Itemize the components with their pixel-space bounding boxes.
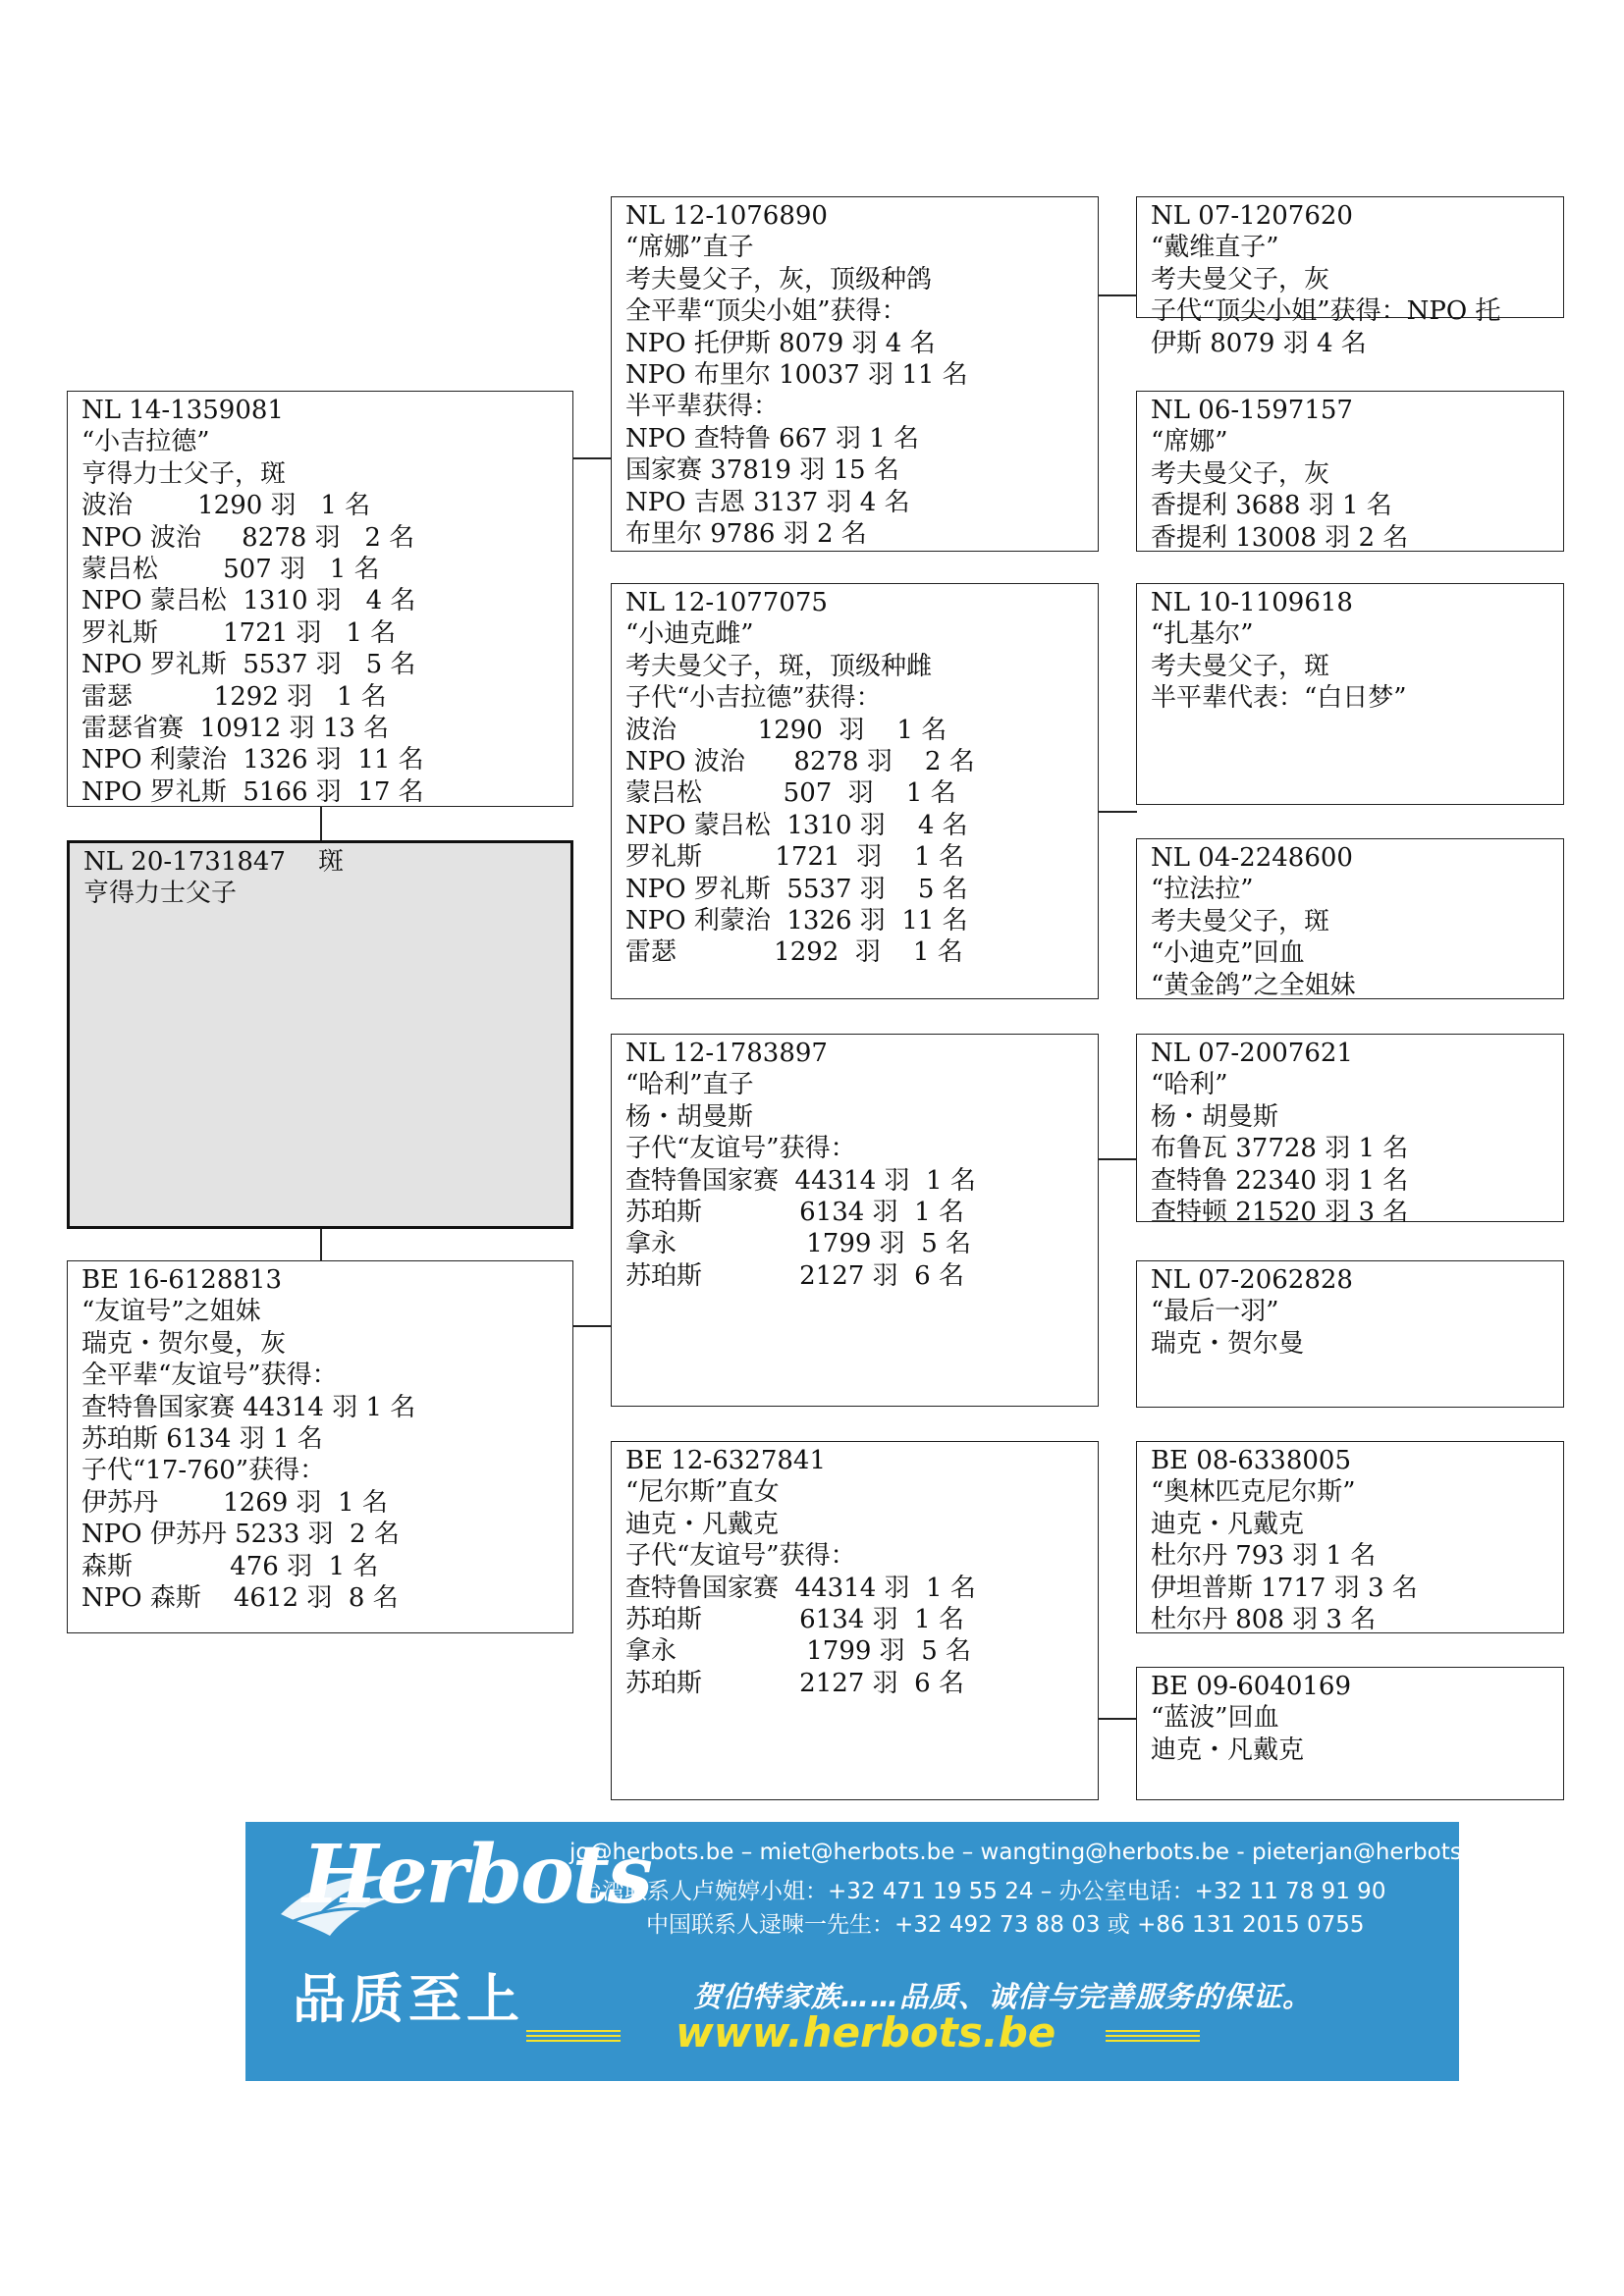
pedigree-dam-sire-box	[611, 1034, 1099, 1407]
connector-line	[1098, 1158, 1137, 1160]
pedigree-line: NPO 波治 8278 羽 2 名	[81, 522, 415, 553]
pedigree-line: 苏珀斯 6134 羽 1 名	[81, 1424, 323, 1455]
pedigree-line: NPO 罗礼斯 5537 羽 5 名	[81, 650, 416, 680]
pedigree-line: NPO 利蒙治 1326 羽 11 名	[81, 745, 424, 775]
pedigree-line: 布鲁瓦 37728 羽 1 名	[1151, 1134, 1409, 1164]
pedigree-line: 全平辈“友谊号”获得：	[81, 1361, 338, 1391]
pedigree-line: NPO 森斯 4612 羽 8 名	[81, 1583, 399, 1614]
pedigree-line: 子代“顶尖小姐”获得：NPO 托	[1151, 296, 1501, 327]
pedigree-line: 蒙吕松 507 羽 1 名	[81, 555, 380, 585]
pedigree-line: 波治 1290 羽 1 名	[625, 715, 947, 745]
pedigree-line: 拿永 1799 羽 5 名	[625, 1229, 972, 1259]
pedigree-line: 雷瑟省赛 10912 羽 13 名	[81, 714, 390, 744]
pedigree-line: 瑞克・贺尔曼	[1151, 1328, 1305, 1359]
pedigree-line: 国家赛 37819 羽 15 名	[625, 455, 899, 486]
slogan: 品质至上	[293, 1968, 524, 2030]
pedigree-line: 波治 1290 羽 1 名	[81, 491, 371, 521]
pedigree-great-grandparent-box	[1136, 1260, 1564, 1408]
pedigree-line: 考夫曼父子，斑	[1151, 651, 1330, 681]
pedigree-line: “奥林匹克尼尔斯”	[1151, 1477, 1356, 1508]
logo-text: Herbots	[302, 1828, 651, 1922]
connector-line	[1098, 294, 1137, 296]
ring-number: NL 07-1207620	[1151, 201, 1353, 231]
connector-line	[1098, 1718, 1137, 1720]
pedigree-line: “尼尔斯”直女	[625, 1477, 780, 1508]
pedigree-great-grandparent-box	[1136, 391, 1564, 552]
pedigree-line: NPO 查特鲁 667 羽 1 名	[625, 423, 920, 454]
pedigree-line: 查特鲁国家赛 44314 羽 1 名	[625, 1573, 976, 1603]
pedigree-great-grandparent-box	[1136, 1441, 1564, 1633]
pedigree-line: 半平辈获得：	[625, 392, 780, 422]
pedigree-line: “拉法拉”	[1151, 875, 1254, 905]
pedigree-line: 考夫曼父子，灰	[1151, 458, 1330, 489]
pedigree-line: 伊坦普斯 1717 羽 3 名	[1151, 1573, 1418, 1603]
pedigree-line: 杨・胡曼斯	[625, 1101, 754, 1132]
pedigree-line: “黄金鸽”之全姐妹	[1151, 970, 1356, 1000]
pedigree-line: 子代“友谊号”获得：	[625, 1134, 856, 1164]
pedigree-line: 蒙吕松 507 羽 1 名	[625, 778, 956, 809]
pedigree-line: 全平辈“顶尖小姐”获得：	[625, 296, 907, 327]
ring-number: NL 04-2248600	[1151, 843, 1353, 873]
pedigree-line: 迪克・凡戴克	[625, 1509, 780, 1539]
ring-number: NL 12-1076890	[625, 201, 828, 231]
ring-number: NL 12-1077075	[625, 588, 828, 617]
pedigree-sire-sire-box	[611, 196, 1099, 552]
website-link[interactable]: www.herbots.be	[676, 2008, 1056, 2056]
pedigree-line: NPO 蒙吕松 1310 羽 4 名	[81, 586, 416, 616]
pedigree-line: 考夫曼父子，灰	[1151, 264, 1330, 294]
pedigree-line: 考夫曼父子，斑	[1151, 906, 1330, 936]
pedigree-line: 伊苏丹 1269 羽 1 名	[81, 1487, 388, 1518]
pedigree-line: “最后一羽”	[1151, 1297, 1279, 1327]
pedigree-line: 查特鲁 22340 羽 1 名	[1151, 1165, 1409, 1196]
ring-number: NL 12-1783897	[625, 1039, 828, 1068]
pedigree-sire-dam-box	[611, 583, 1099, 999]
ring-number: BE 09-6040169	[1151, 1672, 1352, 1701]
pedigree-line: 香提利 3688 羽 1 名	[1151, 491, 1392, 521]
pedigree-line: NPO 罗礼斯 5537 羽 5 名	[625, 874, 968, 904]
china-contact-line: 中国联系人逯暕一先生：+32 492 73 88 03 或 +86 131 2015 0755	[646, 1912, 1365, 1938]
pedigree-line: 考夫曼父子，斑，顶级种雌	[625, 651, 933, 681]
pedigree-line: “席娜”	[1151, 427, 1228, 457]
herbots-banner	[245, 1822, 1497, 2081]
ring-number: NL 10-1109618	[1151, 588, 1353, 617]
pedigree-line: 杨・胡曼斯	[1151, 1101, 1279, 1132]
ring-number: BE 08-6338005	[1151, 1446, 1352, 1475]
pedigree-line: NPO 利蒙治 1326 羽 11 名	[625, 906, 968, 936]
pedigree-line: 子代“友谊号”获得：	[625, 1541, 856, 1572]
pedigree-line: 苏珀斯 2127 羽 6 名	[625, 1260, 964, 1291]
pedigree-sire-box	[67, 391, 573, 807]
pedigree-great-grandparent-box	[1136, 1034, 1564, 1228]
pedigree-line: 亨得力士父子，斑	[81, 458, 287, 489]
connector-line	[572, 1325, 612, 1327]
connector-line	[320, 1227, 322, 1262]
pedigree-line: “扎基尔”	[1151, 619, 1254, 650]
pedigree-line: NPO 伊苏丹 5233 羽 2 名	[81, 1520, 400, 1550]
ring-number: NL 07-2007621	[1151, 1039, 1353, 1068]
pedigree-great-grandparent-box	[1136, 196, 1564, 358]
pedigree-line: 罗礼斯 1721 羽 1 名	[81, 617, 397, 648]
tagline: 贺伯特家族……品质、诚信与完善服务的保证。	[693, 1980, 1313, 2013]
pedigree-line: “哈利”	[1151, 1070, 1228, 1100]
ring-number: NL 20-1731847 斑	[83, 847, 345, 877]
pedigree-line: 子代“小吉拉德”获得：	[625, 683, 882, 714]
ring-number: NL 14-1359081	[81, 396, 284, 425]
deco-lines-right	[1106, 2030, 1200, 2042]
pedigree-great-grandparent-box	[1136, 1667, 1564, 1800]
pedigree-line: 伊斯 8079 羽 4 名	[1151, 328, 1367, 358]
pedigree-line: 考夫曼父子，灰，顶级种鸽	[625, 264, 933, 294]
pedigree-line: NPO 布里尔 10037 羽 11 名	[625, 360, 968, 391]
pedigree-line: 杜尔丹 808 羽 3 名	[1151, 1605, 1377, 1635]
pedigree-line: “哈利”直子	[625, 1070, 754, 1100]
pedigree-line: 苏珀斯 6134 羽 1 名	[625, 1198, 964, 1228]
ring-number: BE 16-6128813	[81, 1265, 283, 1295]
pedigree-line: NPO 吉恩 3137 羽 4 名	[625, 487, 910, 517]
connector-line	[572, 457, 612, 459]
pedigree-dam-box	[67, 1260, 573, 1633]
pedigree-line: 查特鲁国家赛 44314 羽 1 名	[81, 1392, 416, 1422]
pedigree-line: “蓝波”回血	[1151, 1703, 1279, 1734]
pedigree-line: 香提利 13008 羽 2 名	[1151, 522, 1409, 553]
pedigree-line: NPO 罗礼斯 5166 羽 17 名	[81, 776, 424, 807]
pedigree-line: 森斯 476 羽 1 名	[81, 1551, 379, 1581]
pedigree-line: 布里尔 9786 羽 2 名	[625, 519, 867, 550]
pedigree-line: “小迪克”回血	[1151, 938, 1305, 969]
pedigree-line: “友谊号”之姐妹	[81, 1297, 261, 1327]
email-line[interactable]: jo@herbots.be – miet@herbots.be – wangting@herbots.be - pieterjan@herbots.be	[569, 1840, 1497, 1865]
ring-number: NL 06-1597157	[1151, 396, 1353, 425]
pedigree-line: 苏珀斯 6134 羽 1 名	[625, 1605, 964, 1635]
pedigree-line: 苏珀斯 2127 羽 6 名	[625, 1668, 964, 1698]
pedigree-line: 拿永 1799 羽 5 名	[625, 1636, 972, 1667]
taiwan-contact-line: 台湾联系人卢婉婷小姐：+32 471 19 55 24 – 办公室电话：+32 11 78 91 90	[579, 1879, 1386, 1904]
pedigree-line: 半平辈代表：“白日梦”	[1151, 683, 1407, 714]
pedigree-line: 罗礼斯 1721 羽 1 名	[625, 842, 964, 873]
pedigree-line: “席娜”直子	[625, 233, 754, 263]
pedigree-subject-box	[67, 840, 573, 1229]
pedigree-line: 雷瑟 1292 羽 1 名	[81, 681, 387, 712]
pedigree-line: 查特鲁国家赛 44314 羽 1 名	[625, 1165, 976, 1196]
pedigree-great-grandparent-box	[1136, 583, 1564, 805]
pedigree-line: “小迪克雌”	[625, 619, 754, 650]
ring-number: NL 07-2062828	[1151, 1265, 1353, 1295]
pedigree-line: 查特顿 21520 羽 3 名	[1151, 1198, 1409, 1228]
ring-number: BE 12-6327841	[625, 1446, 827, 1475]
pedigree-line: 瑞克・贺尔曼，灰	[81, 1328, 287, 1359]
pedigree-line: 迪克・凡戴克	[1151, 1509, 1305, 1539]
pedigree-line: “戴维直子”	[1151, 233, 1279, 263]
pedigree-line: 迪克・凡戴克	[1151, 1735, 1305, 1765]
pedigree-line: 子代“17-760”获得：	[81, 1456, 326, 1486]
connector-line	[1098, 811, 1137, 813]
pedigree-line: 亨得力士父子	[83, 879, 238, 909]
pedigree-line: 雷瑟 1292 羽 1 名	[625, 937, 963, 968]
pedigree-line: NPO 蒙吕松 1310 羽 4 名	[625, 810, 968, 840]
pedigree-line: “小吉拉德”	[81, 427, 210, 457]
connector-line	[320, 807, 322, 842]
pedigree-line: NPO 波治 8278 羽 2 名	[625, 747, 975, 777]
pedigree-dam-dam-box	[611, 1441, 1099, 1800]
pedigree-line: 杜尔丹 793 羽 1 名	[1151, 1541, 1377, 1572]
pedigree-line: NPO 托伊斯 8079 羽 4 名	[625, 328, 936, 358]
deco-lines-left	[526, 2030, 621, 2042]
pedigree-great-grandparent-box	[1136, 838, 1564, 999]
